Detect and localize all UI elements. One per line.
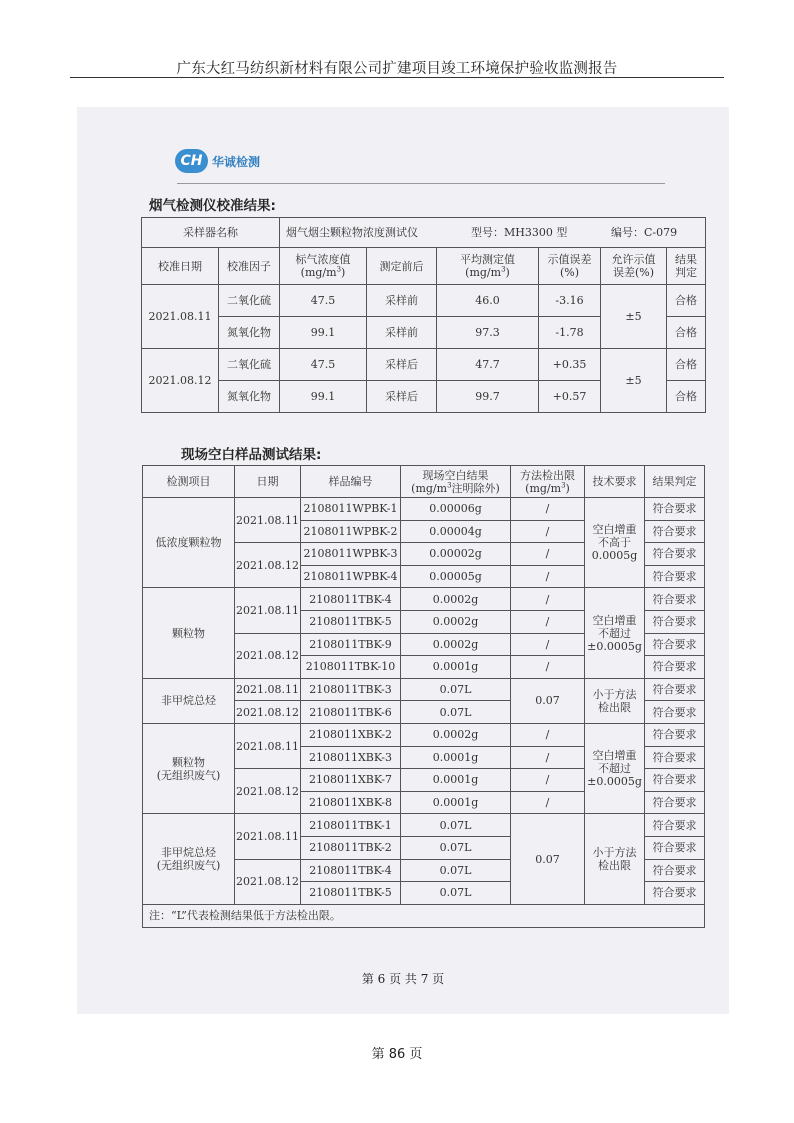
header-factor: 校准因子 [219,248,280,285]
result-judgement: 符合要求 [645,520,705,543]
sample-id: 2108011WPBK-3 [301,543,401,566]
header-limit-line1: 方法检出限 [520,468,575,482]
unit-close: ) [505,266,510,279]
sample-id: 2108011TBK-5 [301,610,401,633]
result-judgement: 符合要求 [645,610,705,633]
table-row [143,723,705,746]
sample-id: 2108011TBK-1 [301,814,401,837]
cal-allow: ±5 [601,349,667,413]
blank-result: 0.07L [401,814,511,837]
cal-timing: 采样后 [367,381,437,413]
tech-requirement [585,678,645,723]
outer-page-number: 第 86 页 [371,1047,423,1062]
test-date: 2021.08.11 [235,814,301,859]
unit-superscript: 3 [501,265,506,274]
logo-text: 华诚检测 [212,154,261,169]
blank-result: 0.0002g [401,633,511,656]
result-judgement: 符合要求 [645,746,705,769]
detection-limit: / [511,498,585,521]
unit-superscript: 3 [336,265,342,274]
unit-close: ) [565,481,570,495]
tech-requirement [585,588,645,678]
sample-id: 2108011WPBK-1 [301,498,401,521]
test-date: 2021.08.11 [235,723,301,768]
detection-limit: / [511,633,585,656]
sampler-number: 编号：C-079 [611,226,678,239]
cal-std: 47.5 [280,285,367,317]
header-limit-unit: (mg/m [525,481,562,495]
result-judgement: 符合要求 [645,588,705,611]
detection-limit: / [511,656,585,679]
cal-result: 合格 [667,381,706,413]
sample-id: 2108011XBK-8 [301,791,401,814]
test-item-line: 颗粒物 [172,755,205,769]
result-judgement: 符合要求 [645,678,705,701]
header-std-conc-unit: (mg/m [300,266,337,279]
header-blank-unit: (mg/m [411,481,448,495]
table-row [142,285,706,317]
calibration-section-title: 烟气检测仪校准结果: [149,198,276,214]
blank-result: 0.07L [401,701,511,724]
cal-date: 2021.08.11 [142,285,219,349]
header-tech: 技术要求 [585,466,645,498]
sample-id: 2108011TBK-3 [301,678,401,701]
header-error [539,248,601,285]
test-date: 2021.08.12 [235,543,301,588]
test-item [143,678,235,723]
cal-avg: 47.7 [437,349,539,381]
header-allow-line1: 允许示值 [611,253,656,266]
cal-avg: 97.3 [437,317,539,349]
header-blank-result [401,466,511,498]
blank-result: 0.07L [401,882,511,905]
header-blank-note: 注明除外) [451,481,500,495]
header-rule [70,77,724,78]
tech-requirement-line: 空白增重 [592,749,637,763]
table-note: 注：“L”代表检测结果低于方法检出限。 [143,904,705,927]
test-item-line: 非甲烷总烃 [161,846,216,859]
result-judgement: 符合要求 [645,565,705,588]
report-header-title: 广东大红马纺织新材料有限公司扩建项目竣工环境保护验收监测报告 [176,61,618,77]
result-judgement: 符合要求 [645,791,705,814]
test-item-line: 颗粒物 [172,626,205,640]
result-judgement: 符合要求 [645,656,705,679]
test-date: 2021.08.11 [235,498,301,543]
calibration-table [141,217,706,413]
logo-rule [177,183,665,184]
blank-result: 0.0002g [401,610,511,633]
header-allow [601,248,667,285]
test-item [143,723,235,813]
detection-limit: / [511,543,585,566]
unit-superscript: 3 [447,480,452,489]
inner-page-number: 第 6 页 共 7 页 [361,972,445,986]
tech-requirement [585,814,645,904]
result-judgement: 符合要求 [645,814,705,837]
tech-requirement [585,723,645,813]
cal-error: -1.78 [539,317,601,349]
cal-factor: 氮氧化物 [219,381,280,413]
blank-result: 0.0001g [401,656,511,679]
test-date: 2021.08.12 [235,633,301,678]
header-avg-line1: 平均测定值 [460,253,515,266]
tech-requirement-line: 不超过 [598,762,631,776]
table-row [143,498,705,521]
blank-result: 0.00006g [401,498,511,521]
header-sample: 样品编号 [301,466,401,498]
sample-id: 2108011TBK-4 [301,859,401,882]
test-item-line: 低浓度颗粒物 [155,536,222,550]
cal-result: 合格 [667,317,706,349]
result-judgement: 符合要求 [645,543,705,566]
blank-result: 0.07L [401,678,511,701]
cal-factor: 二氧化硫 [219,285,280,317]
blank-result: 0.0001g [401,791,511,814]
table-row [143,588,705,611]
cal-factor: 二氧化硫 [219,349,280,381]
cal-timing: 采样前 [367,285,437,317]
header-result [667,248,706,285]
blank-result: 0.0001g [401,769,511,792]
unit-close: ) [341,266,346,279]
sample-id: 2108011XBK-7 [301,769,401,792]
header-std-conc-line1: 标气浓度值 [295,253,351,266]
result-judgement: 符合要求 [645,633,705,656]
cal-std: 99.1 [280,381,367,413]
sample-id: 2108011TBK-10 [301,656,401,679]
header-date: 日期 [235,466,301,498]
header-result-line1: 结果 [675,253,698,266]
detection-limit: / [511,520,585,543]
result-judgement: 符合要求 [645,769,705,792]
tech-requirement-line: 空白增重 [592,523,637,537]
header-std-conc [280,248,367,285]
test-item-line: 非甲烷总烃 [161,694,216,708]
test-date: 2021.08.12 [235,701,301,724]
test-item [143,814,235,904]
sample-id: 2108011TBK-6 [301,701,401,724]
result-judgement: 符合要求 [645,723,705,746]
blank-result: 0.07L [401,836,511,859]
sample-id: 2108011TBK-5 [301,882,401,905]
detection-limit: / [511,610,585,633]
header-avg [437,248,539,285]
blank-result: 0.0001g [401,746,511,769]
test-date: 2021.08.11 [235,678,301,701]
cal-factor: 氮氧化物 [219,317,280,349]
blank-sample-table [142,465,705,928]
sampler-model: 型号：MH3300 型 [471,226,568,239]
table-row [142,349,706,381]
detection-limit: / [511,565,585,588]
tech-requirement-line: 不超过 [598,626,631,640]
header-limit [511,466,585,498]
tech-requirement-line: ±0.0005g [587,775,642,789]
sample-id: 2108011WPBK-4 [301,565,401,588]
company-logo [175,149,260,173]
tech-requirement [585,498,645,588]
cal-date: 2021.08.12 [142,349,219,413]
blank-result: 0.00004g [401,520,511,543]
detection-limit: / [511,769,585,792]
sample-id: 2108011TBK-2 [301,836,401,859]
test-date: 2021.08.11 [235,588,301,633]
test-date: 2021.08.12 [235,769,301,814]
sample-id: 2108011TBK-4 [301,588,401,611]
tech-requirement-line: 0.0005g [591,549,638,563]
test-date: 2021.08.12 [235,859,301,904]
tech-requirement-line: 检出限 [598,859,631,872]
header-blank-line1: 现场空白结果 [422,468,489,482]
logo-mark-icon: CH [175,149,208,173]
header-date: 校准日期 [142,248,219,285]
sample-id: 2108011TBK-9 [301,633,401,656]
blank-result: 0.07L [401,859,511,882]
sampler-info [280,218,706,248]
blank-sample-section-title: 现场空白样品测试结果: [181,447,322,463]
tech-requirement-line: 小于方法 [592,687,637,701]
cal-allow: ±5 [601,285,667,349]
detection-limit: / [511,588,585,611]
unit-superscript: 3 [561,480,566,489]
test-item-line: (无组织废气) [156,768,221,782]
cal-error: +0.35 [539,349,601,381]
detection-limit: 0.07 [511,814,585,904]
header-error-line2: (%) [559,266,580,279]
test-item [143,588,235,678]
result-judgement: 符合要求 [645,498,705,521]
header-judge: 结果判定 [645,466,705,498]
blank-result: 0.00002g [401,543,511,566]
result-judgement: 符合要求 [645,859,705,882]
cal-timing: 采样后 [367,349,437,381]
header-allow-line2: 误差(%) [612,266,655,279]
cal-result: 合格 [667,349,706,381]
cal-std: 47.5 [280,349,367,381]
result-judgement: 符合要求 [645,836,705,859]
scanned-page [77,107,729,1014]
cal-avg: 46.0 [437,285,539,317]
cal-error: -3.16 [539,285,601,317]
sampler-name-label: 采样器名称 [142,218,280,248]
tech-requirement-line: 小于方法 [592,846,637,859]
cal-result: 合格 [667,285,706,317]
tech-requirement-line: 不高于 [598,536,631,550]
header-error-line1: 示值误差 [547,253,592,266]
header-avg-unit: (mg/m [465,266,502,279]
detection-limit: / [511,723,585,746]
tech-requirement-line: 检出限 [598,700,631,714]
cal-error: +0.57 [539,381,601,413]
cal-std: 99.1 [280,317,367,349]
sample-id: 2108011XBK-3 [301,746,401,769]
test-item [143,498,235,588]
blank-result: 0.00005g [401,565,511,588]
sample-id: 2108011XBK-2 [301,723,401,746]
test-item-line: (无组织废气) [156,859,221,872]
blank-result: 0.0002g [401,723,511,746]
sample-id: 2108011WPBK-2 [301,520,401,543]
blank-result: 0.0002g [401,588,511,611]
tech-requirement-line: 空白增重 [592,613,637,627]
tech-requirement-line: ±0.0005g [587,639,642,653]
detection-limit: / [511,791,585,814]
header-result-line2: 判定 [675,266,698,279]
detection-limit: / [511,746,585,769]
header-item: 检测项目 [143,466,235,498]
table-row [143,814,705,837]
result-judgement: 符合要求 [645,701,705,724]
result-judgement: 符合要求 [645,882,705,905]
cal-avg: 99.7 [437,381,539,413]
cal-timing: 采样前 [367,317,437,349]
detection-limit: 0.07 [511,678,585,723]
sampler-name: 烟气烟尘颗粒物浓度测试仪 [286,226,418,239]
header-timing: 测定前后 [367,248,437,285]
table-row [143,678,705,701]
